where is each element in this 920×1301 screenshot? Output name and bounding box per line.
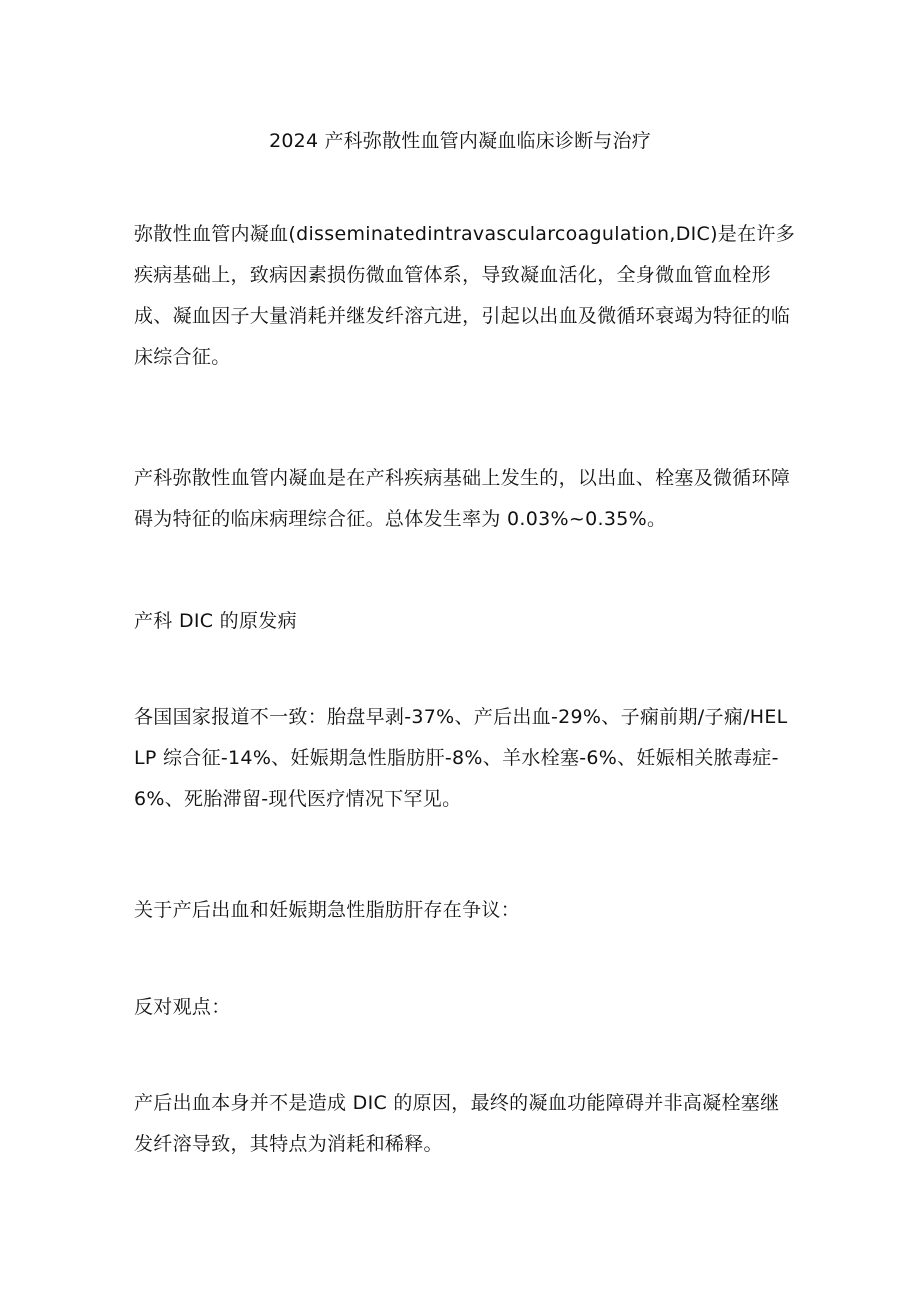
- document-title: 2024 产科弥散性血管内凝血临床诊断与治疗: [269, 130, 651, 152]
- paragraph-controversy-intro: 关于产后出血和妊娠期急性脂肪肝存在争议：: [134, 899, 521, 921]
- paragraph-obstetric-dic-definition: 产科弥散性血管内凝血是在产科疾病基础上发生的，以出血、栓塞及微循环障碍为特征的临床病理综合征。总体发生率为 0.03%~0.35%。: [134, 467, 791, 530]
- section-heading-primary-diseases: 产科 DIC 的原发病: [134, 610, 297, 632]
- paragraph-dic-definition: 弥散性血管内凝血(disseminatedintravascularcoagulation,DIC)是在许多疾病基础上，致病因素损伤微血管体系，导致凝血活化，全身微血管血栓形成、凝血因子大量消耗并继发纤溶亢进，引起以出血及微循环衰竭为特征的临床综合征。: [134, 223, 796, 368]
- paragraph-primary-diseases-list: 各国国家报道不一致：胎盘早剥-37%、产后出血-29%、子痫前期/子痫/HELLP 综合征-14%、妊娠期急性脂肪肝-8%、羊水栓塞-6%、妊娠相关脓毒症-6%、死胎滞留-现代医疗情况下罕见。: [134, 706, 788, 810]
- paragraph-opposing-view-text: 产后出血本身并不是造成 DIC 的原因，最终的凝血功能障碍并非高凝栓塞继发纤溶导致，其特点为消耗和稀释。: [134, 1092, 780, 1155]
- paragraph-opposing-view-label: 反对观点：: [134, 996, 231, 1018]
